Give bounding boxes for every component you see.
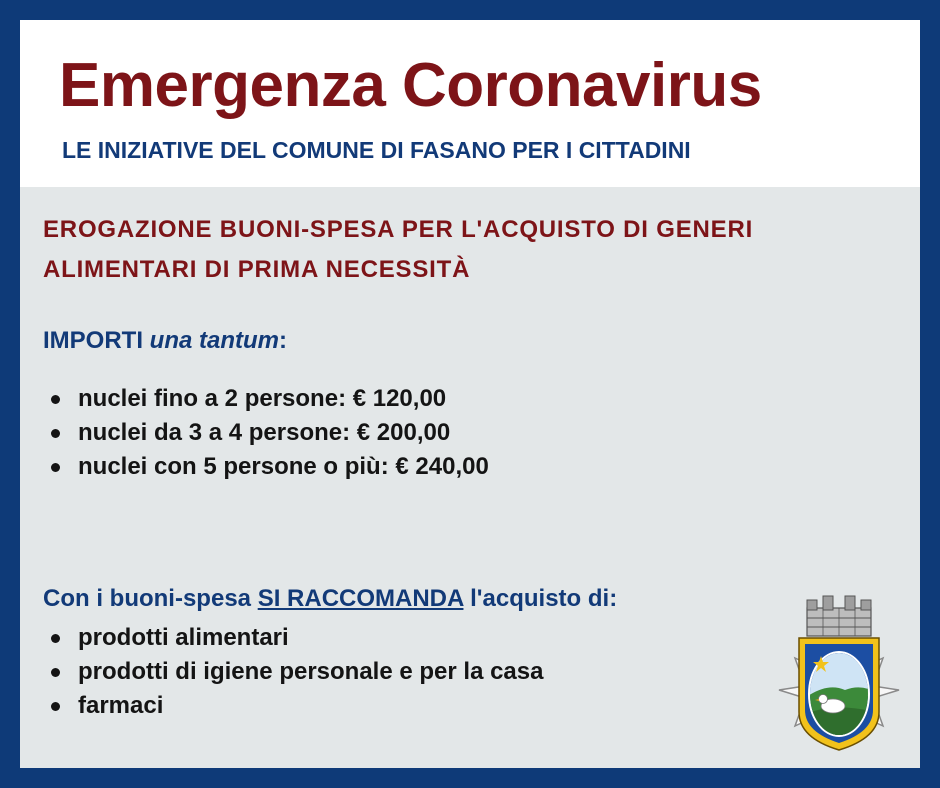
recommend-prefix: Con i buoni-spesa <box>43 585 258 612</box>
importi-heading <box>43 327 287 355</box>
section-heading-line-1: EROGAZIONE BUONI-SPESA PER L'ACQUISTO DI GENERI <box>43 216 754 243</box>
header <box>20 20 920 187</box>
recommend-emphasis: SI RACCOMANDA <box>257 585 464 612</box>
list-item <box>47 655 543 689</box>
importi-colon: : <box>279 327 287 354</box>
recommended-items-list <box>47 621 543 723</box>
item-text: prodotti alimentari <box>78 624 289 651</box>
bullet-icon <box>51 702 60 711</box>
bullet-icon <box>51 429 60 438</box>
bullet-icon <box>51 634 60 643</box>
section-heading <box>43 210 843 290</box>
importi-label-italic: una tantum <box>149 327 279 354</box>
fasano-coat-of-arms-icon <box>765 586 913 764</box>
poster-frame <box>20 20 920 768</box>
bullet-icon <box>51 395 60 404</box>
list-item <box>47 621 543 655</box>
bullet-icon <box>51 668 60 677</box>
list-item <box>47 416 489 450</box>
recommend-heading <box>43 585 617 613</box>
list-item <box>47 450 489 484</box>
amount-text: nuclei fino a 2 persone: € 120,00 <box>78 385 447 412</box>
item-text: farmaci <box>78 692 164 719</box>
list-item <box>47 382 489 416</box>
amount-text: nuclei da 3 a 4 persone: € 200,00 <box>78 419 451 446</box>
importi-label: IMPORTI <box>43 327 143 354</box>
amounts-list <box>47 382 489 484</box>
list-item <box>47 689 543 723</box>
page-title: Emergenza Coronavirus <box>59 51 762 120</box>
item-text: prodotti di igiene personale e per la casa <box>78 658 544 685</box>
amount-text: nuclei con 5 persone o più: € 240,00 <box>78 453 489 480</box>
recommend-suffix: l'acquisto di: <box>463 585 618 612</box>
bullet-icon <box>51 463 60 472</box>
page-subtitle: LE INIZIATIVE DEL COMUNE DI FASANO PER I CITTADINI <box>62 137 691 163</box>
section-heading-line-2: ALIMENTARI DI PRIMA NECESSITÀ <box>43 256 471 283</box>
